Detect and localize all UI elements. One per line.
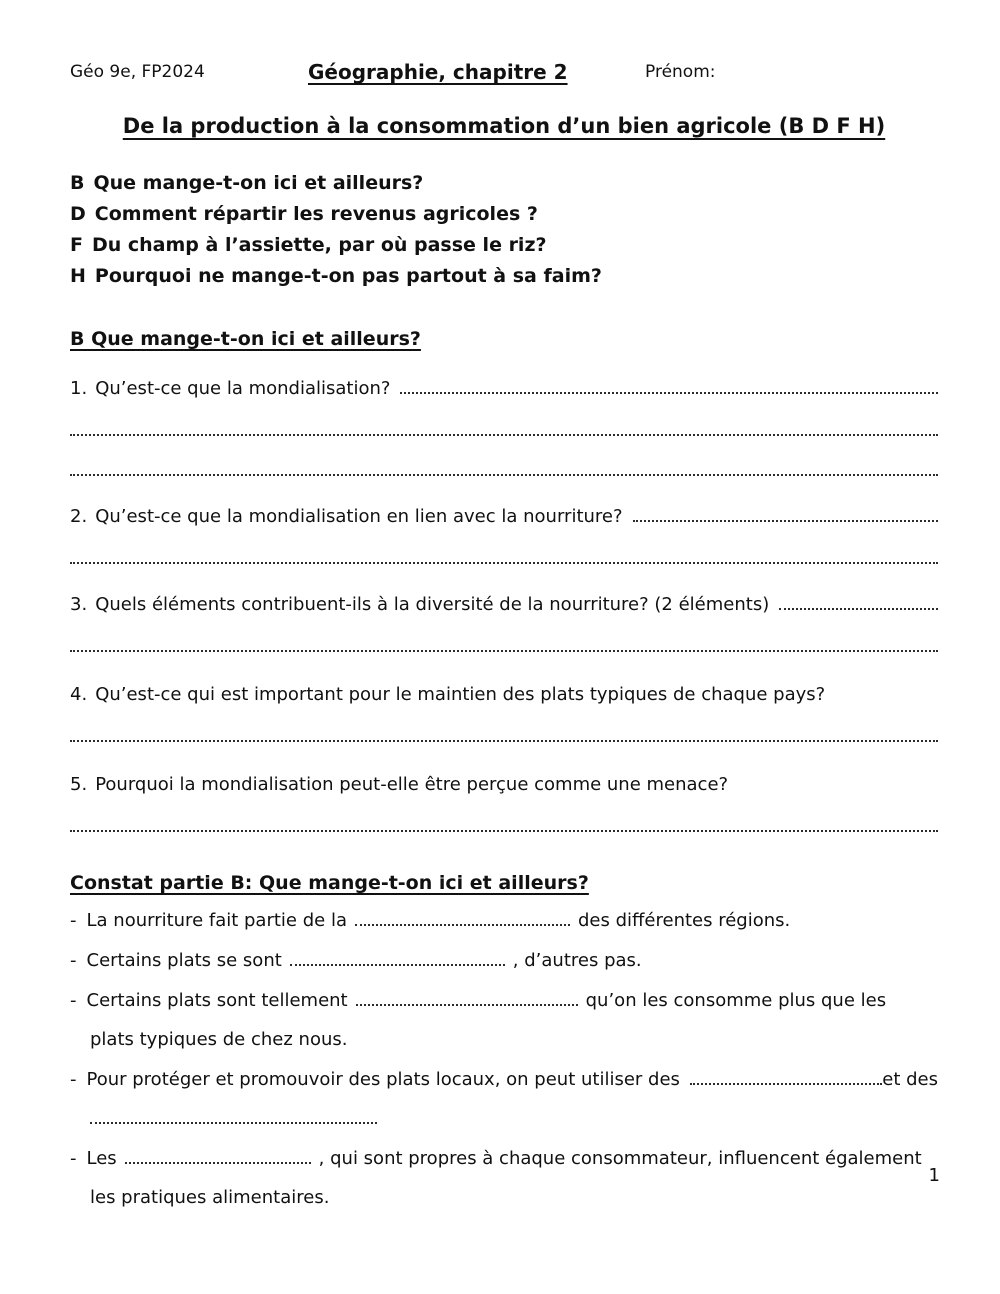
chapter-text: Comment répartir les revenus agricoles ? [94,203,538,225]
constat-item-4-continuation [70,1106,938,1132]
answer-line [70,432,938,436]
bullet-dash [70,988,77,1014]
question-text: Qu’est-ce qui est important pour le maintien des plats typiques de chaque pays? [95,684,826,705]
question-text: Qu’est-ce que la mondialisation en lien avec la nourriture? [95,506,623,527]
bullet-dash [70,948,77,974]
name-label: Prénom: [645,62,716,82]
answer-line [70,828,938,832]
chapter-item-f [70,230,938,261]
item-text: La nourriture fait partie de la [86,910,347,931]
chapter-list [70,168,938,292]
bullet-dash [70,908,77,934]
question-text: Pourquoi la mondialisation peut-elle être perçue comme une menace? [95,774,729,795]
chapter-letter: F [70,234,83,256]
chapter-item-d [70,199,938,230]
chapter-text: Pourquoi ne mange-t-on pas partout à sa faim? [94,265,602,287]
fill-blank [355,923,570,926]
question-text: Quels éléments contribuent-ils à la diversité de la nourriture? (2 éléments) [95,594,770,615]
fill-blank [356,1003,578,1006]
answer-line [70,560,938,564]
constat-item-3 [70,988,938,1014]
question-number: 2. [70,506,88,527]
item-text: Certains plats se sont [86,950,282,971]
constat-item-5 [70,1146,938,1172]
question-3 [70,592,938,618]
answer-line [70,472,938,476]
constat-item-3-continuation: plats typiques de chez nous. [90,1029,348,1050]
answer-blank [400,391,938,394]
item-text: , d’autres pas. [512,950,642,971]
question-number: 1. [70,378,88,399]
question-number: 4. [70,684,88,705]
chapter-text: Que mange-t-on ici et ailleurs? [93,172,424,194]
question-4 [70,682,938,708]
fill-blank [290,963,505,966]
page-number: 1 [928,1165,940,1186]
question-number: 5. [70,774,88,795]
constat-item-5-continuation: les pratiques alimentaires. [90,1187,330,1208]
page-header [70,60,938,90]
document-title: De la production à la consommation d’un bien agricole (B D F H) [122,114,886,138]
item-text: des différentes régions. [577,910,791,931]
constat-item-2 [70,948,938,974]
fill-blank [125,1161,311,1164]
chapter-item-h [70,261,938,292]
fill-blank [90,1121,377,1124]
constat-list [70,908,938,1211]
item-text: Certains plats sont tellement [86,990,348,1011]
bullet-dash [70,1146,77,1172]
chapter-letter: D [70,203,86,225]
chapter-item-b [70,168,938,199]
question-5 [70,772,938,798]
question-1 [70,376,938,402]
course-code: Géo 9e, FP2024 [70,62,205,82]
question-number: 3. [70,594,88,615]
chapter-text: Du champ à l’assiette, par où passe le riz? [91,234,547,256]
item-text: , qui sont propres à chaque consommateur, influencent également [318,1148,922,1169]
question-2 [70,504,938,530]
constat-heading: Constat partie B: Que mange-t-on ici et ailleurs? [70,872,589,894]
chapter-letter: B [70,172,85,194]
chapter-letter: H [70,265,86,287]
answer-line [70,738,938,742]
item-text: Les [86,1148,117,1169]
answer-blank [633,519,938,522]
item-text: qu’on les consomme plus que les [585,990,887,1011]
constat-item-4 [70,1067,938,1093]
section-b-heading: B Que mange-t-on ici et ailleurs? [70,328,421,350]
answer-blank [779,607,938,610]
bullet-dash [70,1067,77,1093]
item-text: et des [882,1069,938,1090]
item-text: Pour protéger et promouvoir des plats locaux, on peut utiliser des [86,1069,680,1090]
fill-blank [690,1082,882,1085]
chapter-title: Géographie, chapitre 2 [308,60,568,84]
answer-line [70,648,938,652]
constat-item-1 [70,908,938,934]
question-text: Qu’est-ce que la mondialisation? [95,378,391,399]
